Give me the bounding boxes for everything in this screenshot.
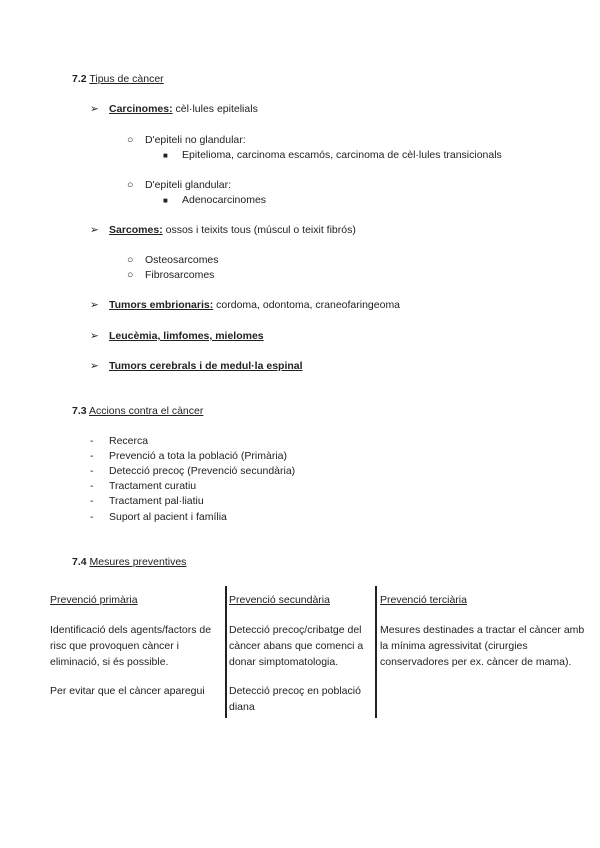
list-item-action (90, 465, 295, 477)
sub-item-no-glandular (127, 134, 246, 146)
list-item-tumors-embrionaris (90, 299, 400, 311)
item-text: Recerca (109, 435, 149, 447)
item-desc: ossos i teixits tous (múscul o teixit fibrós) (162, 224, 356, 236)
arrow-bullet-icon: ➢ (90, 299, 99, 311)
item-text: Detecció precoç (Prevenció secundària) (109, 465, 296, 477)
item-label: Tumors cerebrals i de medul·la espinal (109, 360, 303, 372)
dash-bullet-icon: - (90, 495, 94, 507)
subsub-item-glandular (163, 194, 266, 206)
column-header: Prevenció terciària (380, 594, 467, 606)
square-bullet-icon: ■ (163, 151, 168, 160)
circle-bullet-icon: ○ (127, 134, 134, 146)
sub-item-text: D'epiteli glandular: (145, 179, 232, 191)
column-divider (375, 586, 377, 718)
sub-item-text: Fibrosarcomes (145, 269, 215, 281)
list-item-action (90, 450, 287, 462)
circle-bullet-icon: ○ (127, 179, 134, 191)
item-label: Leucèmia, limfomes, mielomes (109, 330, 264, 342)
list-item-action (90, 480, 196, 492)
section-title: Tipus de càncer (89, 73, 164, 85)
dash-bullet-icon: - (90, 435, 94, 447)
item-desc: cordoma, odontoma, craneofaringeoma (213, 299, 401, 311)
column-divider (225, 586, 227, 718)
arrow-bullet-icon: ➢ (90, 330, 99, 342)
column-header: Prevenció primària (50, 594, 138, 606)
sub-item-text: D'epiteli no glandular: (145, 134, 246, 146)
arrow-bullet-icon: ➢ (90, 224, 99, 236)
section-title: Mesures preventives (89, 556, 187, 568)
subsub-item-no-glandular (163, 149, 502, 161)
section-number: 7.2 (72, 73, 87, 85)
list-item-action (90, 435, 148, 447)
item-text: Tractament curatiu (109, 480, 197, 492)
arrow-bullet-icon: ➢ (90, 103, 99, 115)
arrow-bullet-icon: ➢ (90, 360, 99, 372)
section-7-3-heading (72, 405, 203, 417)
list-item-action (90, 511, 227, 523)
item-label: Carcinomes: (109, 103, 173, 115)
list-item-carcinomes (90, 103, 258, 115)
list-item-action (90, 495, 204, 507)
item-label: Sarcomes: (109, 224, 163, 236)
dash-bullet-icon: - (90, 450, 94, 462)
section-number: 7.3 (72, 405, 87, 417)
square-bullet-icon: ■ (163, 196, 168, 205)
item-desc: cèl·lules epitelials (172, 103, 258, 115)
list-item-sarcomes (90, 224, 356, 236)
subsub-item-text: Epitelioma, carcinoma escamós, carcinoma de cèl·lules transicionals (182, 149, 502, 161)
section-7-4-heading (72, 556, 186, 568)
section-7-2-heading (72, 73, 164, 85)
item-text: Suport al pacient i família (109, 511, 227, 523)
sub-item-glandular (127, 179, 231, 191)
sub-item-fibrosarcomes (127, 269, 214, 281)
section-title: Accions contra el càncer (88, 405, 204, 417)
circle-bullet-icon: ○ (127, 269, 134, 281)
dash-bullet-icon: - (90, 480, 94, 492)
circle-bullet-icon: ○ (127, 254, 134, 266)
list-item-leucemia (90, 330, 264, 342)
item-text: Prevenció a tota la població (Primària) (109, 450, 287, 462)
table-cell: Identificació dels agents/factors de risc que provoquen càncer i eliminació, si és possible. (50, 624, 212, 668)
dash-bullet-icon: - (90, 511, 94, 523)
table-cell: Detecció precoç en població diana (229, 685, 361, 713)
table-cell: Per evitar que el càncer aparegui (50, 685, 205, 697)
sub-item-osteosarcomes (127, 254, 219, 266)
item-label: Tumors embrionaris: (109, 299, 214, 311)
table-cell: Detecció precoç/cribatge del càncer abans que comenci a donar simptomatologia. (229, 624, 364, 668)
table-cell: Mesures destinades a tractar el càncer amb la mínima agressivitat (cirurgies conservadores per ex. càncer de mama). (380, 624, 585, 668)
list-item-tumors-cerebrals (90, 360, 303, 372)
column-header: Prevenció secundària (229, 594, 330, 606)
item-text: Tractament pal·liatiu (109, 495, 204, 507)
sub-item-text: Osteosarcomes (145, 254, 219, 266)
dash-bullet-icon: - (90, 465, 94, 477)
subsub-item-text: Adenocarcinomes (182, 194, 267, 206)
section-number: 7.4 (72, 556, 87, 568)
